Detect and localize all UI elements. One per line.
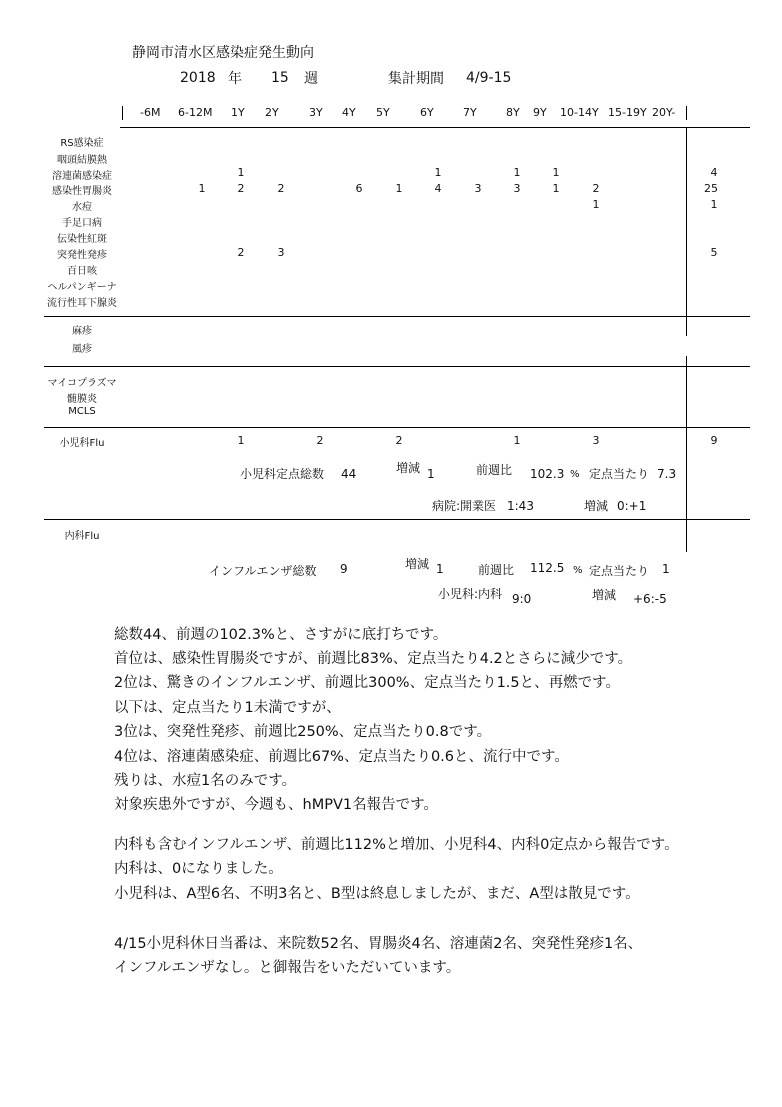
col-header: 1Y [231, 106, 245, 119]
comment-line: 小児科は、A型6名、不明3名と、B型は終息しましたが、まだ、A型は散見です。 [114, 886, 640, 902]
year-unit: 年 [228, 71, 242, 87]
week-value: 15 [271, 70, 289, 86]
table-cell: 1 [434, 166, 442, 179]
ped-int-value: 9:0 [512, 592, 532, 606]
disease-label: RS感染症 [60, 138, 104, 149]
ped-total-label: 小児科定点総数 [240, 467, 325, 481]
year-value: 2018 [180, 70, 216, 86]
disease-label: 水痘 [72, 202, 92, 213]
disease-label: 流行性耳下腺炎 [47, 298, 117, 309]
table-cell: 1 [552, 182, 560, 195]
ped-int-label: 小児科:内科 [438, 587, 503, 601]
flu-ratio-value: 112.5 [530, 561, 565, 575]
disease-label: 風疹 [72, 344, 92, 355]
table-cell: 2 [592, 182, 600, 195]
ped-per-point-label: 定点当たり [589, 467, 650, 481]
col-header: 15-19Y [608, 106, 647, 119]
col-header: 20Y- [652, 106, 676, 119]
hospital-label: 病院:開業医 [432, 499, 497, 513]
ped-flu-cell: 1 [237, 434, 245, 447]
total-column-rule [686, 356, 687, 552]
comment-line: 内科も含むインフルエンザ、前週比112%と増加、小児科4、内科0定点から報告です。 [114, 837, 679, 853]
flu-percent: % [573, 565, 583, 576]
int-flu-label: 内科Flu [64, 531, 100, 542]
col-header: -6M [140, 106, 161, 119]
table-rule [44, 366, 750, 367]
comment-line: 総数44、前週の102.3%と、さすがに底打ちです。 [114, 627, 448, 643]
flu-per-point-value: 1 [662, 562, 670, 576]
ped-flu-total: 9 [710, 434, 718, 447]
table-cell-total: 4 [710, 166, 718, 179]
comment-line: 内科は、0になりました。 [114, 861, 283, 877]
comment-line: 対象疾患外ですが、今週も、hMPV1名報告です。 [114, 797, 438, 813]
ped-ratio-label: 前週比 [476, 463, 513, 477]
comment-line: 首位は、感染性胃腸炎ですが、前週比83%、定点当たり4.2とさらに減少です。 [114, 651, 633, 667]
table-cell: 1 [513, 166, 521, 179]
flu-per-point-label: 定点当たり [589, 564, 650, 578]
table-cell: 4 [434, 182, 442, 195]
comment-line: インフルエンザなし。と御報告をいただいています。 [114, 960, 461, 976]
table-cell: 3 [513, 182, 521, 195]
disease-label: 感染性胃腸炎 [52, 186, 112, 197]
disease-label: マイコプラズマ [47, 378, 117, 389]
flu-total-value: 9 [340, 562, 348, 576]
table-cell: 2 [277, 182, 285, 195]
ped-flu-cell: 1 [513, 434, 521, 447]
flu-change-label: 増減 [405, 557, 430, 571]
col-header: 6Y [420, 106, 434, 119]
disease-label: 突発性発疹 [57, 250, 107, 261]
ped-change-value: 1 [427, 467, 435, 481]
table-rule [44, 316, 750, 317]
comment-line: 残りは、水痘1名のみです。 [114, 773, 297, 789]
ped-change-label: 増減 [396, 461, 421, 475]
col-header: 9Y [533, 106, 547, 119]
hospital-change-value: 0:+1 [617, 499, 647, 513]
table-cell: 1 [592, 198, 600, 211]
disease-label: 手足口病 [62, 218, 102, 229]
disease-label: 咽頭結膜熱 [57, 155, 107, 166]
disease-label: 溶連菌感染症 [52, 171, 112, 182]
table-cell: 6 [355, 182, 363, 195]
week-unit: 週 [304, 71, 318, 87]
ped-percent: % [570, 469, 580, 480]
ped-flu-cell: 2 [395, 434, 403, 447]
col-header: 6-12M [178, 106, 213, 119]
ped-flu-cell: 3 [592, 434, 600, 447]
table-cell: 1 [395, 182, 403, 195]
col-header: 10-14Y [560, 106, 599, 119]
table-cell: 2 [237, 246, 245, 259]
ped-int-change-label: 増減 [592, 588, 617, 602]
col-header: 7Y [463, 106, 477, 119]
col-header: 4Y [342, 106, 356, 119]
table-cell: 1 [198, 182, 206, 195]
ped-flu-label: 小児科Flu [59, 438, 105, 449]
col-header: 3Y [309, 106, 323, 119]
disease-label: 麻疹 [72, 326, 92, 337]
hospital-change-label: 増減 [584, 499, 609, 513]
table-cell-total: 1 [710, 198, 718, 211]
ped-int-change-value: +6:-5 [633, 592, 667, 606]
table-cell: 1 [237, 166, 245, 179]
disease-label: 髄膜炎 [67, 394, 97, 405]
comment-line: 2位は、驚きのインフルエンザ、前週比300%、定点当たり1.5と、再燃です。 [114, 675, 620, 691]
period-value: 4/9-15 [466, 70, 512, 86]
ped-per-point-value: 7.3 [657, 467, 677, 481]
table-rule [44, 519, 750, 520]
disease-label: 百日咳 [67, 266, 97, 277]
col-header: 8Y [506, 106, 520, 119]
page-title: 静岡市清水区感染症発生動向 [132, 45, 314, 61]
flu-ratio-label: 前週比 [478, 563, 515, 577]
ped-ratio-value: 102.3 [530, 467, 565, 481]
ped-total-value: 44 [341, 467, 357, 481]
comment-line: 3位は、突発性発疹、前週比250%、定点当たり0.8です。 [114, 724, 492, 740]
comment-line: 4位は、溶連菌感染症、前週比67%、定点当たり0.6と、流行中です。 [114, 749, 569, 765]
period-label: 集計期間 [388, 71, 444, 87]
table-cell: 3 [474, 182, 482, 195]
col-header: 5Y [376, 106, 390, 119]
comment-line: 4/15小児科休日当番は、来院数52名、胃腸炎4名、溶連菌2名、突発性発疹1名、 [114, 936, 643, 952]
table-cell: 2 [237, 182, 245, 195]
table-cell: 1 [552, 166, 560, 179]
col-header: 2Y [265, 106, 279, 119]
table-cell-total: 5 [710, 246, 718, 259]
table-cell-total: 25 [704, 182, 718, 195]
table-cell: 3 [277, 246, 285, 259]
disease-label: MCLS [68, 406, 96, 417]
ped-flu-cell: 2 [316, 434, 324, 447]
table-rule [44, 427, 750, 428]
comment-line: 以下は、定点当たり1未満ですが、 [114, 700, 341, 716]
disease-label: 伝染性紅斑 [57, 234, 107, 245]
table-header-rule [120, 127, 750, 128]
total-column-rule [686, 127, 687, 336]
hospital-value: 1:43 [507, 499, 534, 513]
disease-label: ヘルパンギーナ [47, 282, 117, 293]
flu-change-value: 1 [436, 562, 444, 576]
flu-total-label: インフルエンザ総数 [209, 564, 317, 578]
